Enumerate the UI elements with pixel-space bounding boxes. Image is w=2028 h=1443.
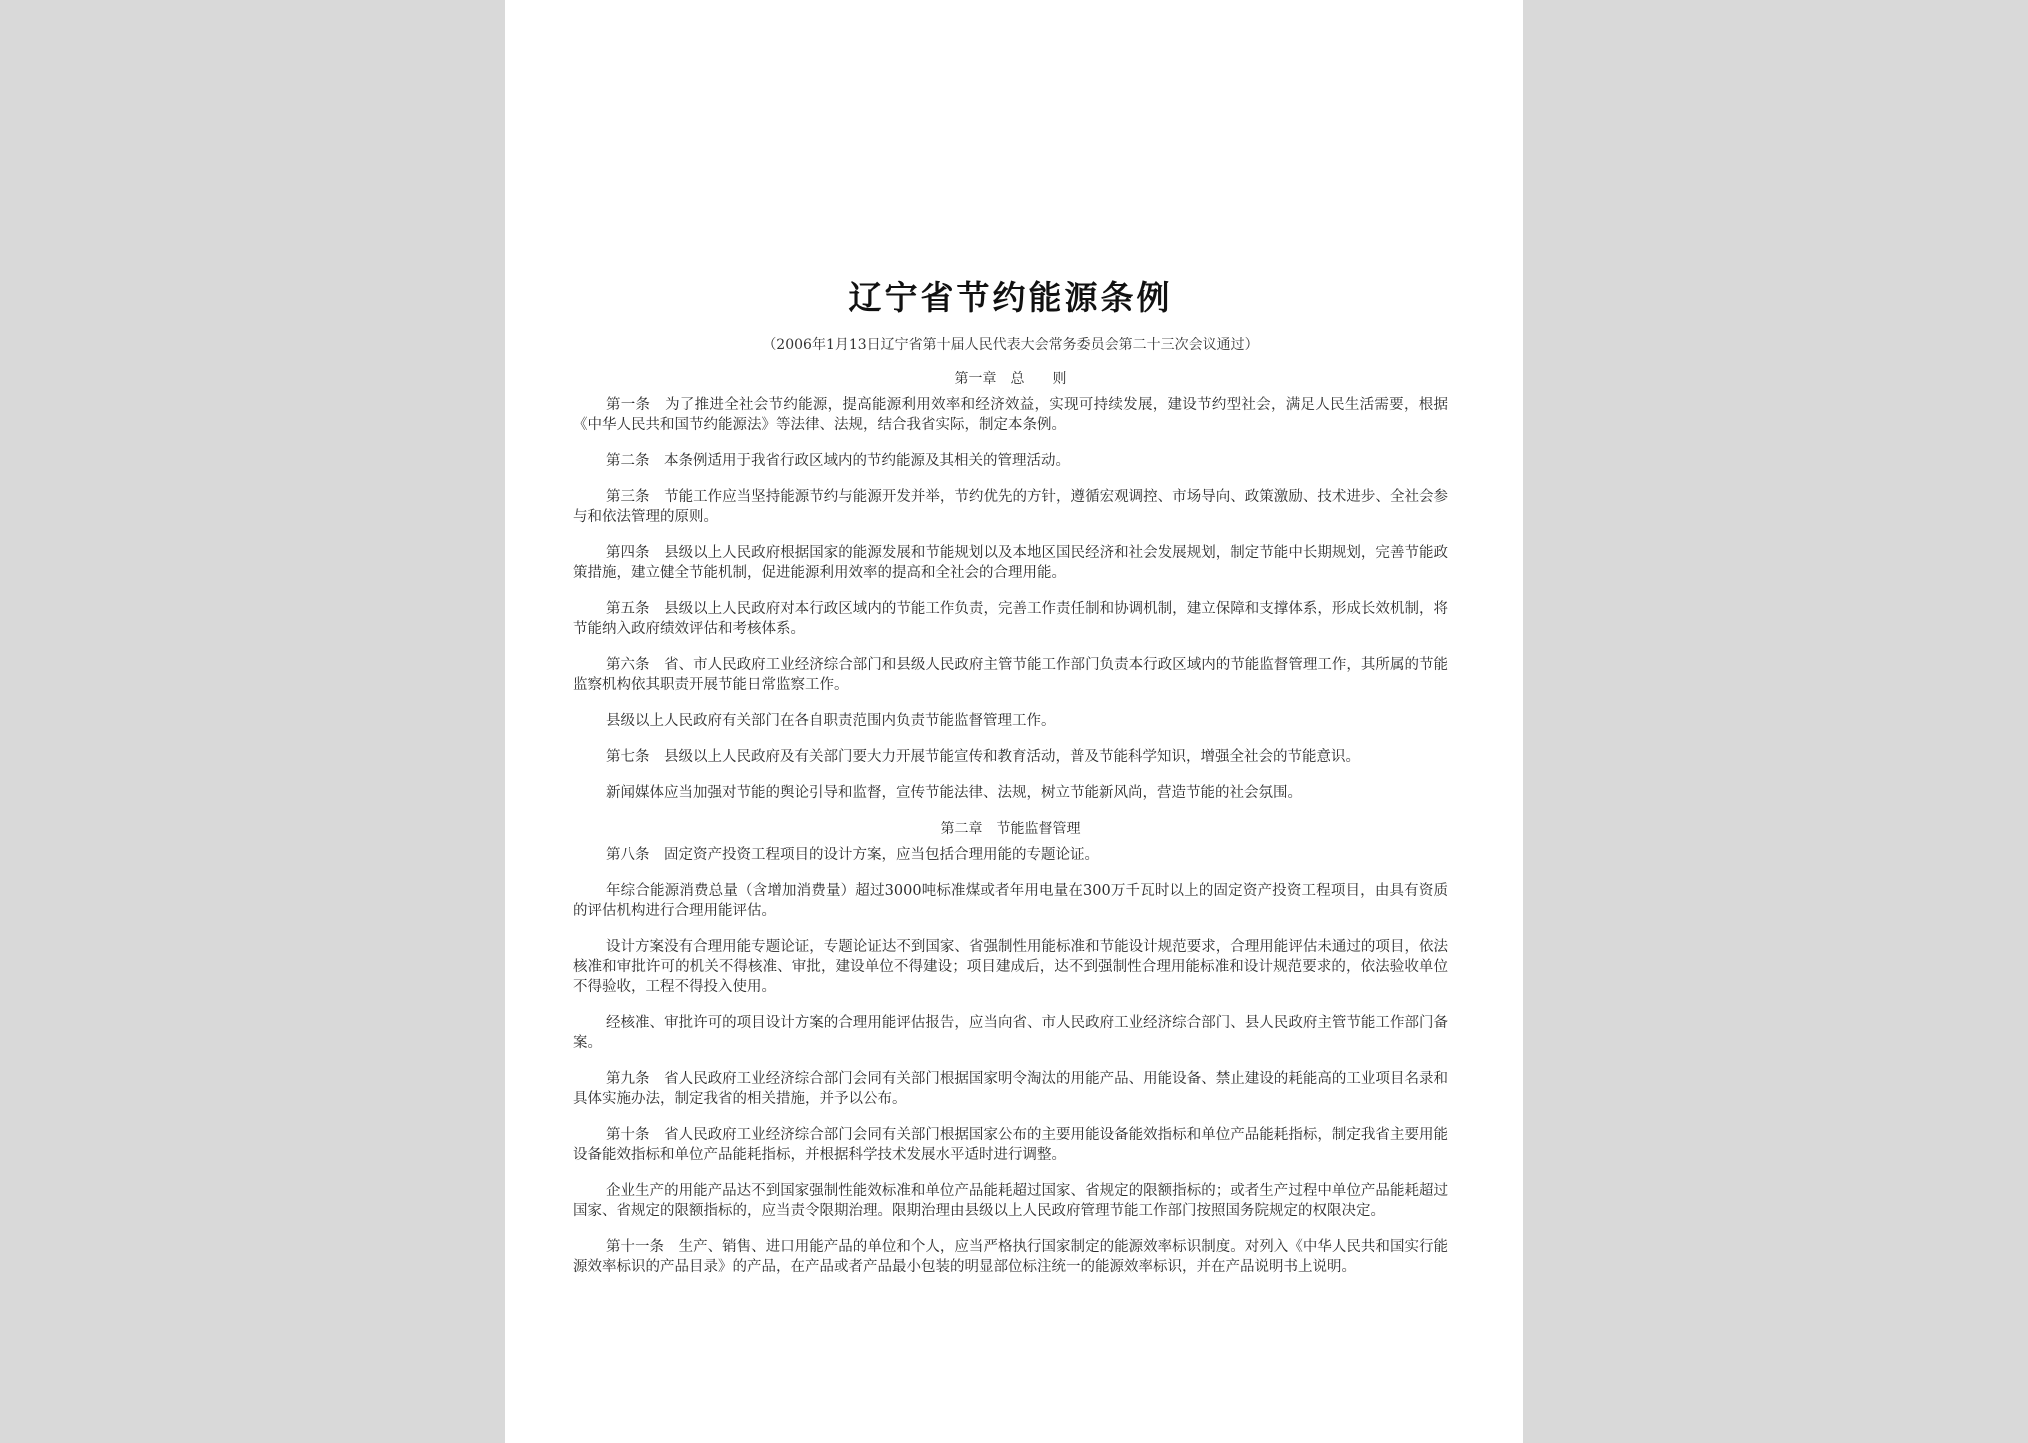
article-paragraph: 县级以上人民政府有关部门在各自职责范围内负责节能监督管理工作。 [606, 713, 1056, 729]
article-paragraph: 第四条 县级以上人民政府根据国家的能源发展和节能规划以及本地区国民经济和社会发展规划，制定节能中长期规划，完善节能政策措施，建立健全节能机制，促进能源利用效率的提高和全社会的合理用能。 [573, 545, 1448, 581]
document-content [573, 268, 1448, 1293]
article-paragraph: 新闻媒体应当加强对节能的舆论引导和监督，宣传节能法律、法规，树立节能新风尚，营造节能的社会氛围。 [606, 785, 1302, 801]
article-paragraph: 第一条 为了推进全社会节约能源，提高能源利用效率和经济效益，实现可持续发展，建设节约型社会，满足人民生活需要，根据《中华人民共和国节约能源法》等法律、法规，结合我省实际，制定本条例。 [573, 397, 1448, 433]
article-paragraph: 第九条 省人民政府工业经济综合部门会同有关部门根据国家明令淘汰的用能产品、用能设备、禁止建设的耗能高的工业项目名录和具体实施办法，制定我省的相关措施，并予以公布。 [573, 1071, 1448, 1107]
article-paragraph: 企业生产的用能产品达不到国家强制性能效标准和单位产品能耗超过国家、省规定的限额指标的；或者生产过程中单位产品能耗超过国家、省规定的限额指标的，应当责令限期治理。限期治理由县级以上人民政府管理节能工作部门按照国务院规定的权限决定。 [573, 1183, 1448, 1219]
article-paragraph: 第五条 县级以上人民政府对本行政区域内的节能工作负责，完善工作责任制和协调机制，建立保障和支撑体系，形成长效机制，将节能纳入政府绩效评估和考核体系。 [573, 601, 1448, 637]
article-paragraph: 第三条 节能工作应当坚持能源节约与能源开发并举，节约优先的方针，遵循宏观调控、市场导向、政策激励、技术进步、全社会参与和依法管理的原则。 [573, 489, 1448, 525]
article-paragraph: 第二条 本条例适用于我省行政区域内的节约能源及其相关的管理活动。 [606, 453, 1070, 469]
article-paragraph: 第十一条 生产、销售、进口用能产品的单位和个人，应当严格执行国家制定的能源效率标识制度。对列入《中华人民共和国实行能源效率标识的产品目录》的产品，在产品或者产品最小包装的明显部位标注统一的能源效率标识，并在产品说明书上说明。 [573, 1239, 1448, 1275]
article-paragraph: 第十条 省人民政府工业经济综合部门会同有关部门根据国家公布的主要用能设备能效指标和单位产品能耗指标，制定我省主要用能设备能效指标和单位产品能耗指标，并根据科学技术发展水平适时进行调整。 [573, 1127, 1448, 1163]
article-paragraph: 第八条 固定资产投资工程项目的设计方案，应当包括合理用能的专题论证。 [606, 847, 1099, 863]
article-paragraph: 年综合能源消费总量（含增加消费量）超过3000吨标准煤或者年用电量在300万千瓦时以上的固定资产投资工程项目，由具有资质的评估机构进行合理用能评估。 [573, 883, 1448, 919]
article-paragraph: 第六条 省、市人民政府工业经济综合部门和县级人民政府主管节能工作部门负责本行政区域内的节能监督管理工作，其所属的节能监察机构依其职责开展节能日常监察工作。 [573, 657, 1448, 693]
article-paragraph: 经核准、审批许可的项目设计方案的合理用能评估报告，应当向省、市人民政府工业经济综合部门、县人民政府主管节能工作部门备案。 [573, 1015, 1448, 1051]
document-title: 辽宁省节约能源条例 [848, 278, 1173, 317]
chapter-heading-1: 第一章 总 则 [954, 371, 1067, 387]
article-paragraph: 设计方案没有合理用能专题论证，专题论证达不到国家、省强制性用能标准和节能设计规范要求，合理用能评估未通过的项目，依法核准和审批许可的机关不得核准、审批，建设单位不得建设；项目建成后，达不到强制性合理用能标准和设计规范要求的，依法验收单位不得验收，工程不得投入使用。 [573, 939, 1448, 995]
document-page [505, 0, 1523, 1443]
chapter-heading-2: 第二章 节能监督管理 [940, 821, 1081, 837]
article-paragraph: 第七条 县级以上人民政府及有关部门要大力开展节能宣传和教育活动，普及节能科学知识，增强全社会的节能意识。 [606, 749, 1360, 765]
document-subtitle: （2006年1月13日辽宁省第十届人民代表大会常务委员会第二十三次会议通过） [762, 337, 1259, 353]
